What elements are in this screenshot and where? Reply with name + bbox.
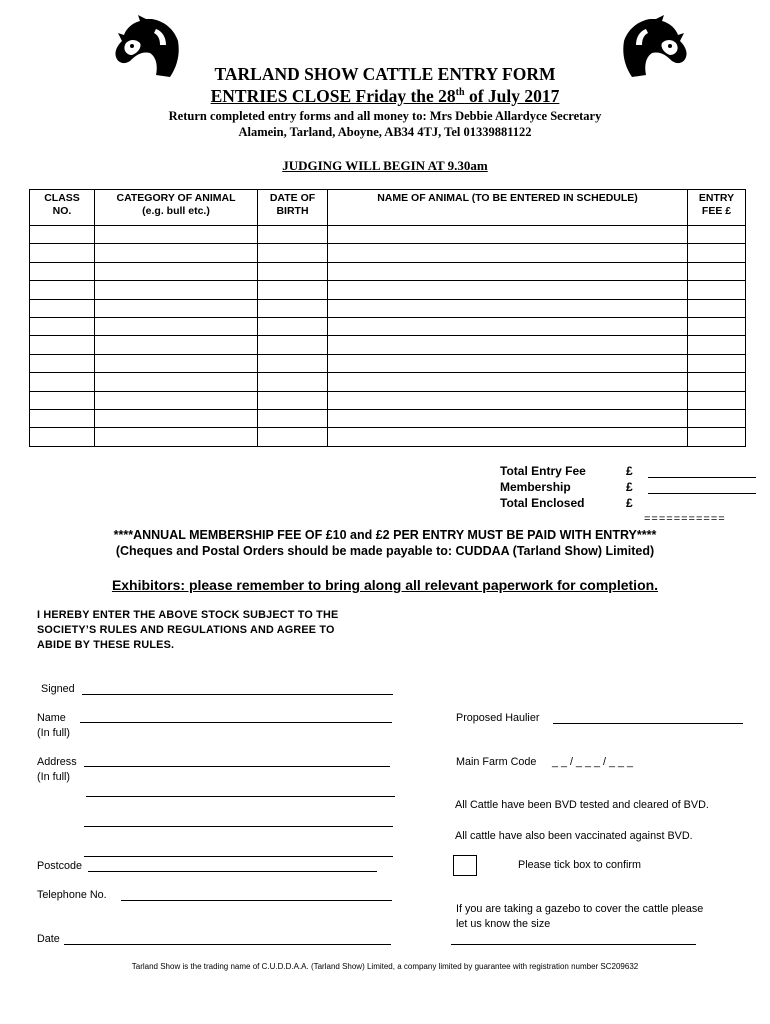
name-label: Name bbox=[37, 712, 66, 724]
total-double-rule: =========== bbox=[644, 513, 726, 525]
table-row bbox=[30, 428, 746, 446]
tick-confirm-label: Please tick box to confirm bbox=[518, 859, 642, 871]
footer-company-note: Tarland Show is the trading name of C.U.D.D.A.A. (Tarland Show) Limited, a company limited by guarantee with registration number SC209632 bbox=[131, 962, 639, 971]
column-header-class-no: CLASS NO. bbox=[30, 190, 95, 226]
address-field-line2[interactable] bbox=[86, 796, 395, 797]
category-cell[interactable] bbox=[95, 373, 258, 391]
category-cell[interactable] bbox=[95, 244, 258, 262]
animal-name-cell[interactable] bbox=[328, 244, 688, 262]
table-row bbox=[30, 354, 746, 372]
membership-fee-notice: ****ANNUAL MEMBERSHIP FEE OF £10 and £2 PER ENTRY MUST BE PAID WITH ENTRY**** bbox=[113, 528, 657, 542]
class-no-cell[interactable] bbox=[30, 317, 95, 335]
column-header-date-of-birth: DATE OF BIRTH bbox=[258, 190, 328, 226]
address-field-line1[interactable] bbox=[84, 766, 390, 767]
date-of-birth-cell[interactable] bbox=[258, 354, 328, 372]
date-label: Date bbox=[37, 933, 60, 945]
table-row bbox=[30, 226, 746, 244]
category-cell[interactable] bbox=[95, 391, 258, 409]
gazebo-note-line1: If you are taking a gazebo to cover the cattle please bbox=[456, 903, 704, 915]
entry-fee-cell[interactable] bbox=[688, 281, 746, 299]
currency-symbol: £ bbox=[626, 480, 633, 494]
date-field[interactable] bbox=[64, 944, 391, 945]
animal-name-cell[interactable] bbox=[328, 373, 688, 391]
currency-symbol: £ bbox=[626, 464, 633, 478]
bvd-vaccinated-statement: All cattle have also been vaccinated against BVD. bbox=[455, 830, 693, 842]
date-of-birth-cell[interactable] bbox=[258, 226, 328, 244]
address-label: Address bbox=[37, 756, 77, 768]
total-enclosed-label: Total Enclosed bbox=[500, 496, 585, 510]
entry-fee-cell[interactable] bbox=[688, 428, 746, 446]
date-of-birth-cell[interactable] bbox=[258, 409, 328, 427]
category-cell[interactable] bbox=[95, 299, 258, 317]
address-field-line3[interactable] bbox=[84, 826, 393, 827]
table-row bbox=[30, 409, 746, 427]
column-header-category: CATEGORY OF ANIMAL (e.g. bull etc.) bbox=[95, 190, 258, 226]
signature-line[interactable] bbox=[82, 694, 393, 695]
class-no-cell[interactable] bbox=[30, 262, 95, 280]
address-in-full-label: (In full) bbox=[37, 771, 70, 783]
column-header-animal-name: NAME OF ANIMAL (TO BE ENTERED IN SCHEDULE) bbox=[328, 190, 688, 226]
category-cell[interactable] bbox=[95, 409, 258, 427]
date-of-birth-cell[interactable] bbox=[258, 262, 328, 280]
table-row bbox=[30, 262, 746, 280]
category-cell[interactable] bbox=[95, 317, 258, 335]
confirm-checkbox[interactable] bbox=[453, 855, 477, 876]
animal-name-cell[interactable] bbox=[328, 409, 688, 427]
judging-time: JUDGING WILL BEGIN AT 9.30am bbox=[282, 158, 488, 173]
postcode-label: Postcode bbox=[37, 860, 83, 872]
table-row bbox=[30, 336, 746, 354]
column-header-entry-fee: ENTRY FEE £ bbox=[688, 190, 746, 226]
class-no-cell[interactable] bbox=[30, 336, 95, 354]
gazebo-note-line2: let us know the size bbox=[456, 918, 551, 930]
declaration-line3: ABIDE BY THESE RULES. bbox=[37, 639, 175, 651]
total-entry-fee-field[interactable] bbox=[648, 477, 756, 478]
category-cell[interactable] bbox=[95, 428, 258, 446]
date-of-birth-cell[interactable] bbox=[258, 428, 328, 446]
signed-label: Signed bbox=[41, 683, 75, 695]
total-entry-fee-label: Total Entry Fee bbox=[500, 464, 586, 478]
class-no-cell[interactable] bbox=[30, 391, 95, 409]
category-cell[interactable] bbox=[95, 354, 258, 372]
animal-name-cell[interactable] bbox=[328, 299, 688, 317]
entry-fee-cell[interactable] bbox=[688, 262, 746, 280]
entry-fee-cell[interactable] bbox=[688, 373, 746, 391]
date-of-birth-cell[interactable] bbox=[258, 299, 328, 317]
membership-field[interactable] bbox=[648, 493, 756, 494]
animal-name-cell[interactable] bbox=[328, 428, 688, 446]
gazebo-size-field[interactable] bbox=[451, 944, 696, 945]
date-of-birth-cell[interactable] bbox=[258, 373, 328, 391]
return-address-line1: Return completed entry forms and all money to: Mrs Debbie Allardyce Secretary bbox=[168, 109, 602, 123]
table-row bbox=[30, 317, 746, 335]
currency-symbol: £ bbox=[626, 496, 633, 510]
entry-fee-cell[interactable] bbox=[688, 354, 746, 372]
proposed-haulier-label: Proposed Haulier bbox=[456, 712, 540, 724]
cheques-payable-notice: (Cheques and Postal Orders should be made payable to: CUDDAA (Tarland Show) Limited) bbox=[115, 544, 655, 558]
table-row bbox=[30, 281, 746, 299]
class-no-cell[interactable] bbox=[30, 373, 95, 391]
table-row bbox=[30, 391, 746, 409]
table-row bbox=[30, 299, 746, 317]
category-cell[interactable] bbox=[95, 226, 258, 244]
table-row bbox=[30, 373, 746, 391]
animal-name-cell[interactable] bbox=[328, 336, 688, 354]
declaration-line1: I HEREBY ENTER THE ABOVE STOCK SUBJECT TO THE bbox=[37, 609, 339, 621]
form-title: TARLAND SHOW CATTLE ENTRY FORM bbox=[214, 64, 556, 84]
date-of-birth-cell[interactable] bbox=[258, 391, 328, 409]
date-of-birth-cell[interactable] bbox=[258, 317, 328, 335]
telephone-field[interactable] bbox=[121, 900, 392, 901]
date-of-birth-cell[interactable] bbox=[258, 244, 328, 262]
date-of-birth-cell[interactable] bbox=[258, 281, 328, 299]
bvd-tested-statement: All Cattle have been BVD tested and cleared of BVD. bbox=[455, 799, 709, 811]
entry-fee-cell[interactable] bbox=[688, 244, 746, 262]
entry-fee-cell[interactable] bbox=[688, 299, 746, 317]
class-no-cell[interactable] bbox=[30, 354, 95, 372]
category-cell[interactable] bbox=[95, 281, 258, 299]
class-no-cell[interactable] bbox=[30, 299, 95, 317]
class-no-cell[interactable] bbox=[30, 226, 95, 244]
proposed-haulier-field[interactable] bbox=[553, 723, 743, 724]
entries-close-deadline: ENTRIES CLOSE Friday the 28th of July 2017 bbox=[210, 86, 560, 106]
category-cell[interactable] bbox=[95, 262, 258, 280]
animal-name-cell[interactable] bbox=[328, 391, 688, 409]
animal-name-cell[interactable] bbox=[328, 281, 688, 299]
return-address-line2: Alamein, Tarland, Aboyne, AB34 4TJ, Tel 01339881122 bbox=[238, 125, 532, 139]
postcode-field[interactable] bbox=[88, 871, 377, 872]
entry-fee-cell[interactable] bbox=[688, 226, 746, 244]
animal-name-cell[interactable] bbox=[328, 354, 688, 372]
telephone-label: Telephone No. bbox=[37, 889, 107, 901]
class-no-cell[interactable] bbox=[30, 428, 95, 446]
main-farm-code-field[interactable]: _ _ / _ _ _ / _ _ _ bbox=[552, 756, 634, 768]
table-row bbox=[30, 244, 746, 262]
category-cell[interactable] bbox=[95, 336, 258, 354]
animal-name-cell[interactable] bbox=[328, 226, 688, 244]
animal-name-cell[interactable] bbox=[328, 317, 688, 335]
table-header-row bbox=[30, 190, 746, 226]
entry-fee-cell[interactable] bbox=[688, 317, 746, 335]
class-no-cell[interactable] bbox=[30, 409, 95, 427]
class-no-cell[interactable] bbox=[30, 281, 95, 299]
entry-fee-cell[interactable] bbox=[688, 336, 746, 354]
entries-table bbox=[29, 189, 746, 447]
animal-name-cell[interactable] bbox=[328, 262, 688, 280]
entry-fee-cell[interactable] bbox=[688, 391, 746, 409]
entry-fee-cell[interactable] bbox=[688, 409, 746, 427]
name-in-full-label: (In full) bbox=[37, 727, 70, 739]
membership-label: Membership bbox=[500, 480, 571, 494]
exhibitors-paperwork-notice: Exhibitors: please remember to bring along all relevant paperwork for completion. bbox=[111, 577, 659, 593]
date-of-birth-cell[interactable] bbox=[258, 336, 328, 354]
class-no-cell[interactable] bbox=[30, 244, 95, 262]
address-field-line4[interactable] bbox=[84, 856, 393, 857]
main-farm-code-label: Main Farm Code bbox=[456, 756, 537, 768]
name-field[interactable] bbox=[80, 722, 392, 723]
declaration-line2: SOCIETY’S RULES AND REGULATIONS AND AGREE TO bbox=[37, 624, 335, 636]
